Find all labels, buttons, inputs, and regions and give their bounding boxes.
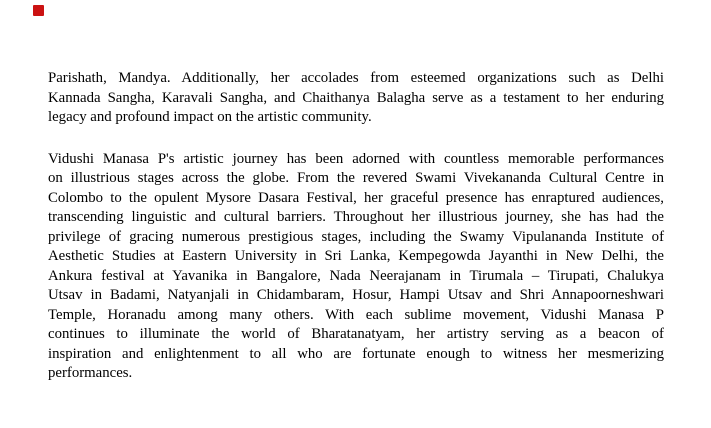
paragraph xyxy=(48,150,664,384)
text-line: legacy and profound impact on the artistic community. xyxy=(48,109,372,125)
text-line: on illustrious stages across the globe. From the revered Swami Vivekananda Cultural Centre in xyxy=(48,170,664,186)
text-line: inspiration and enlightenment to all who are fortunate enough to witness her mesmerizing xyxy=(48,345,664,362)
text-line: Utsav in Badami, Natyanjali in Chidambaram, Hosur, Hampi Utsav and Shri Annapoorneshwari xyxy=(48,287,664,303)
text-line: Ankura festival at Yavanika in Bangalore, Nada Neerajanam in Tirumala – Tirupati, Chalukya xyxy=(48,267,664,284)
text-line: Temple, Horanadu among many others. With each sublime movement, Vidushi Manasa P xyxy=(48,306,664,323)
red-square-marker xyxy=(33,5,44,16)
text-line: Colombo to the opulent Mysore Dasara Festival, her graceful presence has enraptured audiences, xyxy=(48,189,664,206)
paragraph xyxy=(48,69,664,128)
text-line: transcending linguistic and cultural barriers. Throughout her illustrious journey, she has had the xyxy=(48,209,664,225)
text-line: privilege of gracing numerous prestigious stages, including the Swamy Vipulananda Institute of xyxy=(48,228,664,245)
text-line: Aesthetic Studies at Eastern University in Sri Lanka, Kempegowda Jayanthi in New Delhi, the xyxy=(48,248,664,264)
text-line: performances. xyxy=(48,365,133,381)
text-line: Parishath, Mandya. Additionally, her accolades from esteemed organizations such as Delhi xyxy=(48,70,664,86)
text-line: Kannada Sangha, Karavali Sangha, and Chaithanya Balagha serve as a testament to her enduring xyxy=(48,89,664,106)
text-line: Vidushi Manasa P's artistic journey has been adorned with countless memorable performances xyxy=(48,150,664,167)
document-body xyxy=(48,69,664,384)
text-line: continues to illuminate the world of Bharatanatyam, her artistry serving as a beacon of xyxy=(48,326,664,342)
